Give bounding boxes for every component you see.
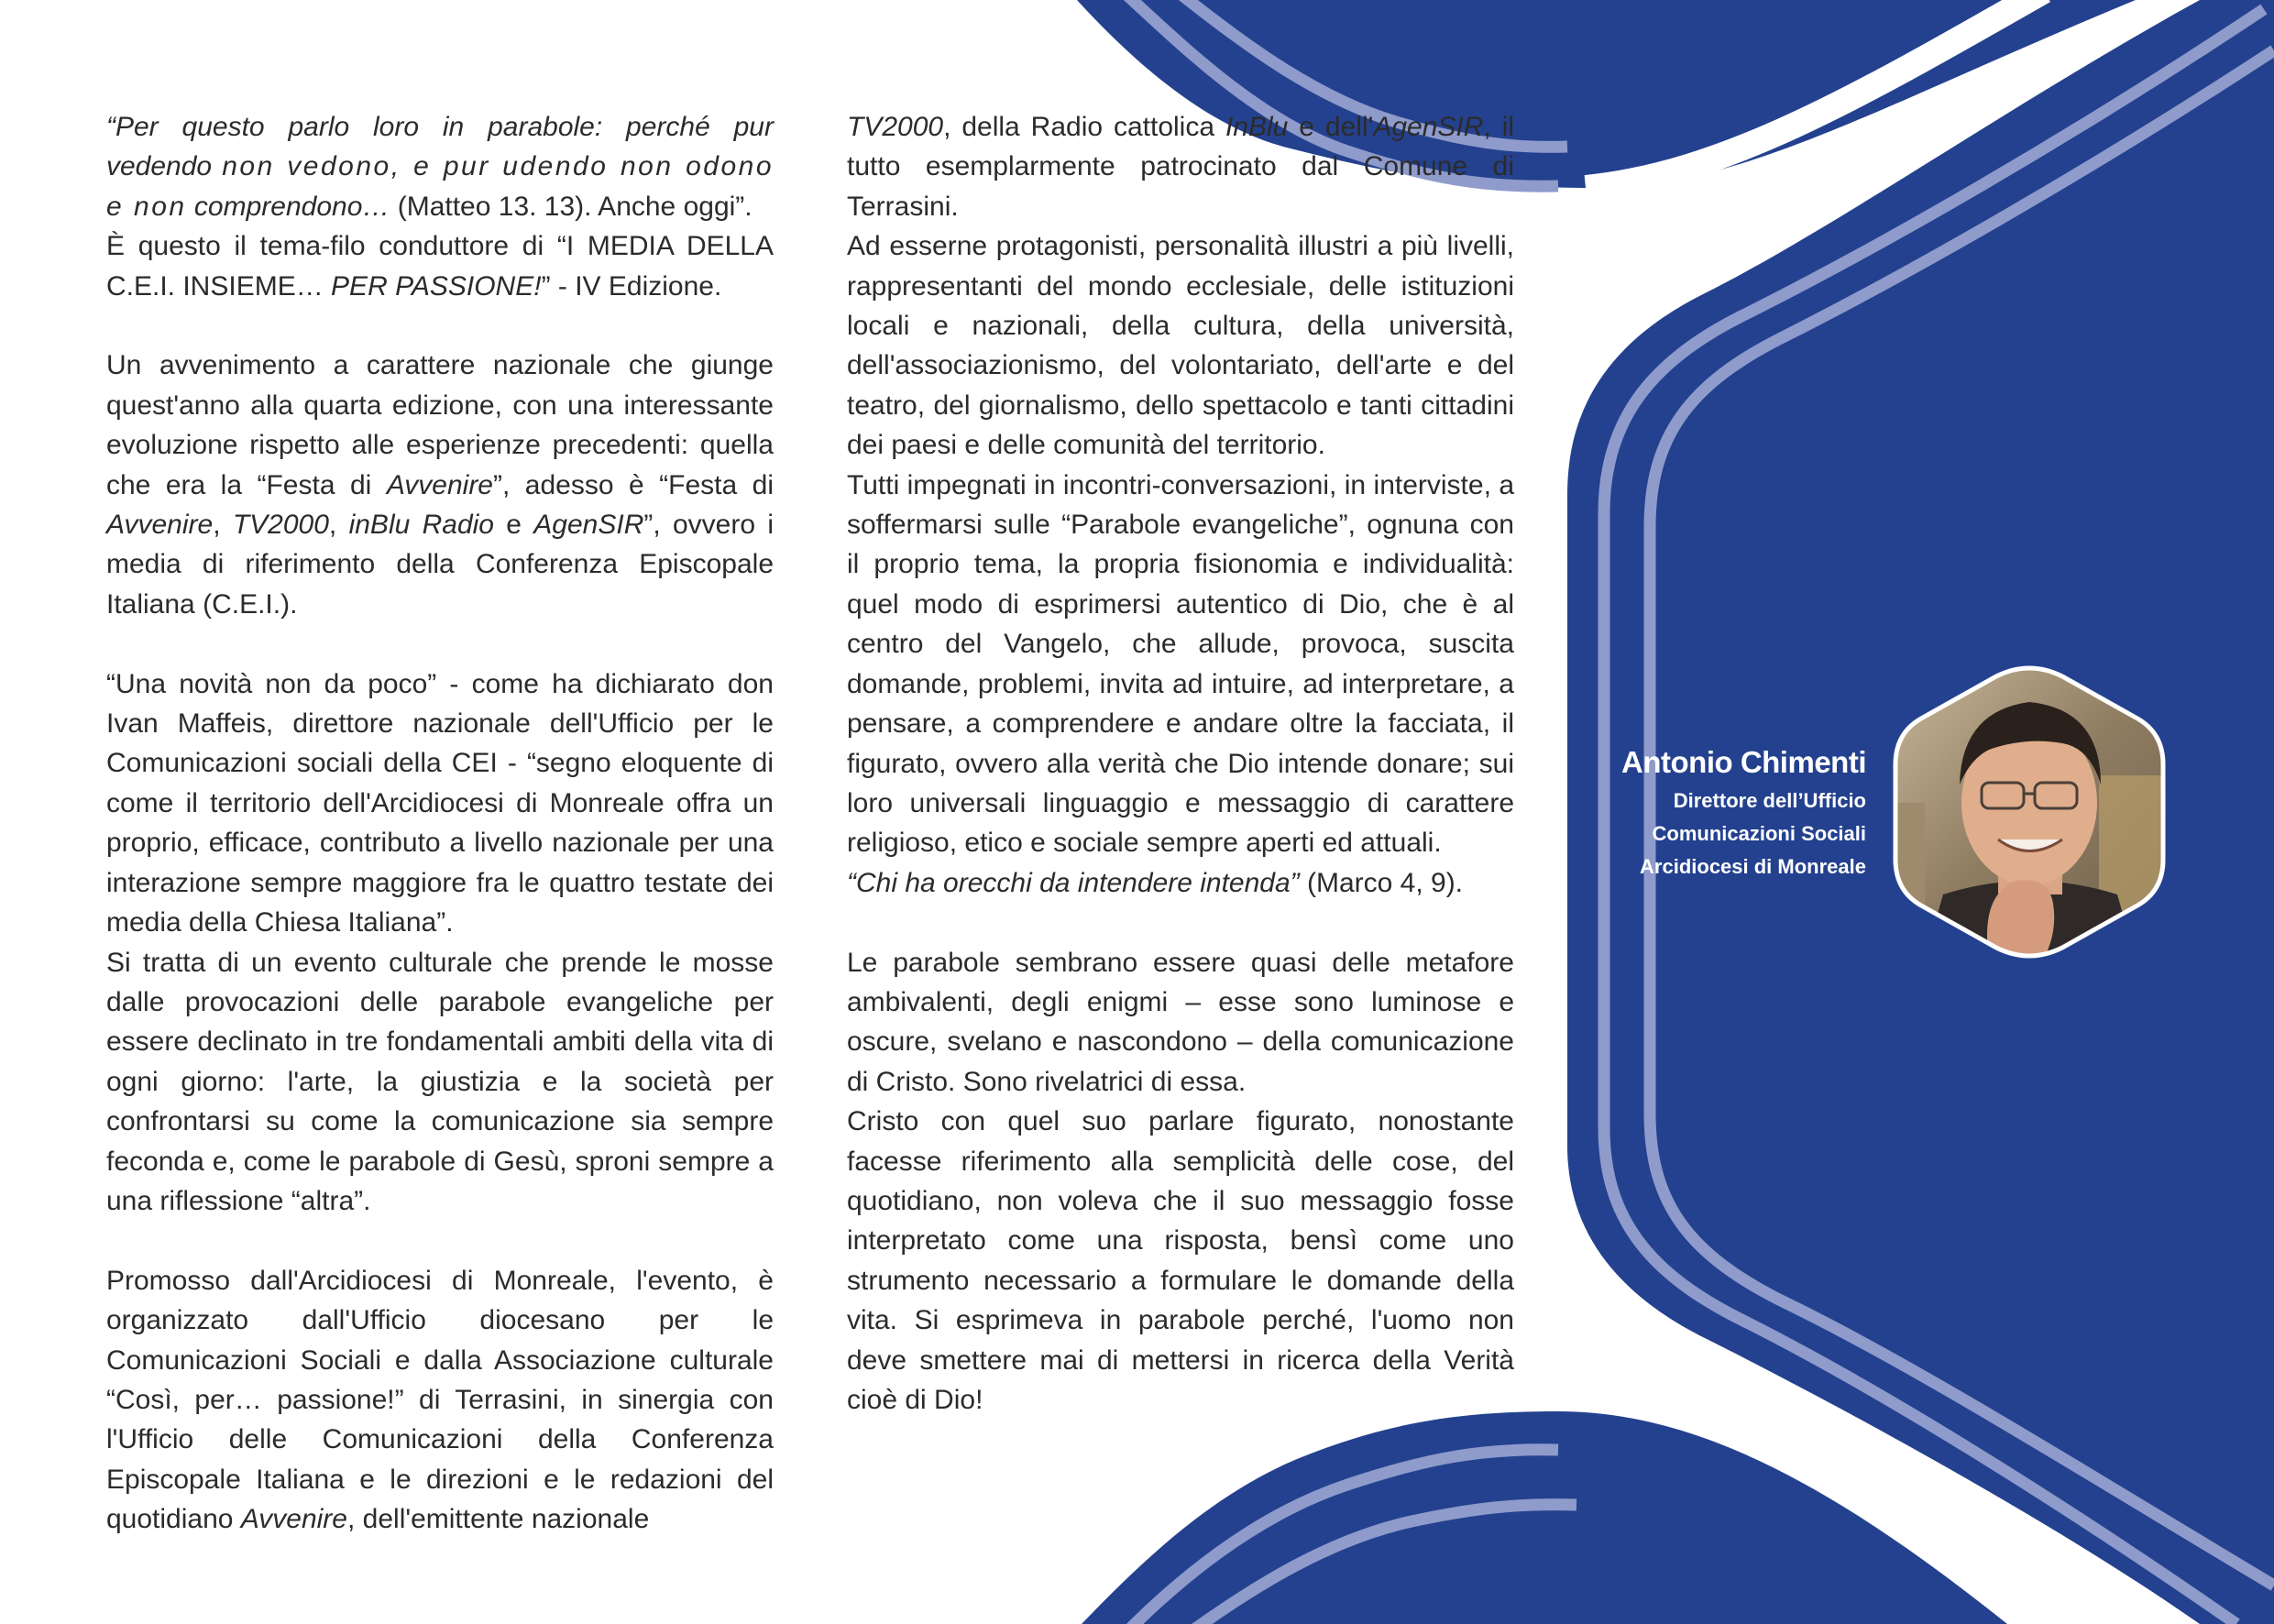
- text-run: ”, adesso è “Festa di: [493, 469, 774, 500]
- author-role-line: Comunicazioni Sociali: [1652, 822, 1866, 845]
- text-run: È questo il tema-filo conduttore di “I MEDIA DELLA C.E.I. INSIEME…: [106, 231, 774, 302]
- theme-paragraph: [106, 226, 774, 306]
- engaged-paragraph: Tutti impegnati in incontri-conversazioni, in interviste, a soffermarsi sulle “Parabole evangeliche”, ognuna con il proprio tema, la propria fisionomia e individualità: quel modo di esprimersi autentico di Dio, che è al centro del Vangelo, che allude, provoca, suscita domande, problemi, invita ad intuire, ad interpretare, a pensare, a comprendere e andare oltre la facciata, il figurato, ovvero alla verità che Dio intende donare; sui loro universali linguaggio e messaggio di carattere religioso, etico e sociale sempre aperti ed attuali.: [847, 469, 1514, 859]
- protagonists-paragraph: Ad esserne protagonisti, personalità illustri a più livelli, rappresentanti del mondo ecclesiale, delle istituzioni locali e nazionali, della cultura, della università, dell'associazionismo, del volontariato, dell'arte e del teatro, del giornalismo, dello spettacolo e tanti cittadini dei paesi e delle comunità del territorio.: [847, 231, 1514, 461]
- text-run: Un avvenimento a carattere nazionale che giunge quest'anno alla quarta edizione, con una interessante evoluzione rispetto alle esperienze precedenti: quella che era la “Festa di: [106, 350, 774, 500]
- italic-run: TV2000: [847, 112, 944, 142]
- italic-run: AgenSIR: [533, 510, 644, 541]
- text-run: e: [493, 510, 534, 541]
- quote-reference: (Marco 4, 9).: [1299, 867, 1464, 898]
- promoted-paragraph: [106, 1261, 774, 1540]
- italic-run: TV2000: [232, 510, 329, 541]
- italic-run: inBlu Radio: [348, 510, 494, 541]
- text-run: ,: [328, 510, 349, 541]
- text-run: ” - IV Edizione.: [541, 270, 722, 302]
- text-run: ,: [213, 510, 233, 541]
- text-column-left: [106, 107, 774, 1540]
- cultural-event-paragraph: Si tratta di un evento culturale che prende le mosse dalle provocazioni delle parabole evangeliche per essere declinato in tre fondamentali ambiti della vita di ogni giorno: l'arte, la giustizia e la società per confrontarsi su come la comunicazione sia sempre feconda e, come le parabole di Gesù, sproni sempre a una riflessione “altra”.: [106, 947, 774, 1216]
- portrait-photo: [1888, 665, 2170, 959]
- novelty-paragraph: “Una novità non da poco” - come ha dichiarato don Ivan Maffeis, direttore nazionale dell'Ufficio per le Comunicazioni sociali della CEI - “segno eloquente di come il territorio dell'Arcidiocesi di Monreale offra un proprio, efficace, contributo a livello nazionale per una interazione sempre maggiore fra le quattro testate dei media della Chiesa Italiana”.: [106, 668, 774, 938]
- text-run: , della Radio cattolica: [943, 112, 1225, 142]
- quote-reference: (Matteo 13. 13). Anche oggi”.: [390, 191, 753, 222]
- bottom-curve-band: [1082, 1411, 2007, 1624]
- bible-quote-paragraph: [106, 107, 774, 226]
- italic-run: Avvenire: [240, 1504, 347, 1535]
- quote-line: “Per questo parlo loro in parabole: perché pur vedendo: [106, 112, 774, 182]
- event-paragraph: [106, 346, 774, 624]
- author-role-line: Arcidiocesi di Monreale: [1640, 855, 1866, 878]
- parables-paragraph: Le parabole sembrano essere quasi delle metafore ambivalenti, degli enigmi – esse sono luminose e oscure, svelano e nascondono – della comunicazione di Cristo. Sono rivelatrici di essa.: [847, 947, 1514, 1097]
- italic-run: Avvenire: [386, 469, 493, 500]
- author-role-line: Direttore dell’Ufficio: [1673, 789, 1866, 812]
- text-column-right: [847, 107, 1514, 1420]
- quote-line: comprendono…: [193, 191, 390, 222]
- media-paragraph: [847, 107, 1514, 226]
- italic-run: Avvenire: [106, 510, 214, 541]
- author-name: Antonio Chimenti: [1621, 745, 1866, 779]
- text-run: e dell': [1288, 112, 1374, 142]
- mark-quote-paragraph: [847, 863, 1514, 903]
- text-run: , dell'emittente nazionale: [346, 1504, 650, 1535]
- quote-line: “Chi ha orecchi da intendere intenda”: [847, 867, 1300, 898]
- christ-paragraph: Cristo con quel suo parlare figurato, nonostante facesse riferimento alla semplicità delle cose, del quotidiano, non voleva che il suo messaggio fosse interpretato come una risposta, bensì come uno strumento necessario a formulare le domande della vita. Si esprimeva in parabole perché, l'uomo non deve smettere mai di mettersi in ricerca della Verità cioè di Dio!: [847, 1106, 1514, 1415]
- text-run: ”, ovvero i media di riferimento della Conferenza Episcopale Italiana (C.E.I.).: [106, 510, 774, 620]
- italic-run: PER PASSIONE!: [331, 270, 542, 302]
- italic-run: AgenSIR: [1373, 112, 1484, 142]
- text-run: , il tutto esemplarmente patrocinato dal Comune di Terrasini.: [847, 112, 1515, 222]
- italic-run: InBlu: [1225, 112, 1289, 142]
- text-run: Promosso dall'Arcidiocesi di Monreale, l'evento, è organizzato dall'Ufficio diocesano per le Comunicazioni Sociali e dalla Associazione culturale “Così, per… passione!” di Terrasini, in sinergia con l'Ufficio delle Comunicazioni della Conferenza Episcopale Italiana e le direzioni e le redazioni del quotidiano: [106, 1265, 774, 1535]
- author-block: [1518, 741, 1866, 883]
- quote-line: non vedono, e pur udendo non odono e non: [106, 151, 774, 222]
